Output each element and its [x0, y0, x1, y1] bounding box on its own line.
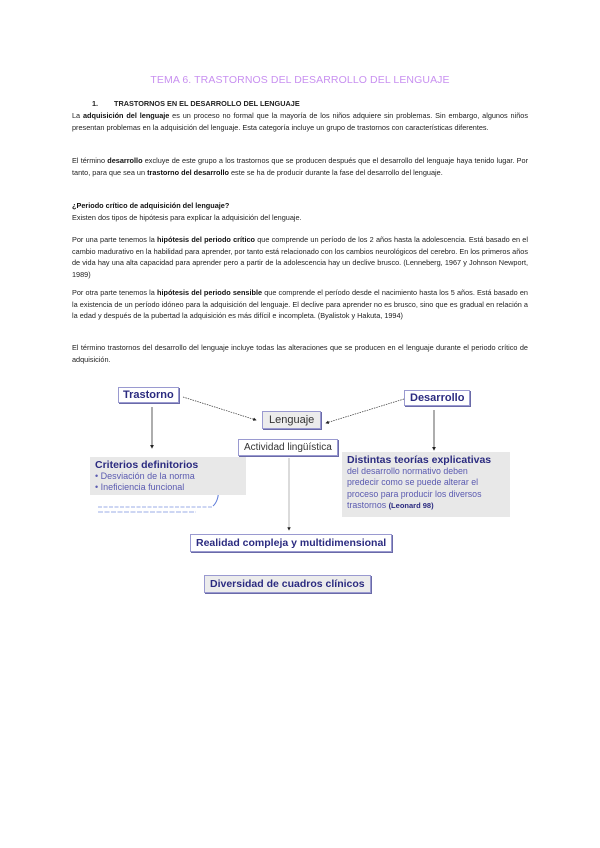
text: que comprende un período de los 2 años hasta la adolescencia. Está basado en el cambio madurativo en la habilidad para aprender, por tanto está relacionado con los cambios neurológicos del cerebro. En los primeros años de vida hay una alta capacidad para aprender pero a partir de la adolescencia hay un declive brusco. (Lenneberg, 1967 y Johnson Newport, 1989) [72, 235, 528, 279]
section-title: TRASTORNOS EN EL DESARROLLO DEL LENGUAJE [114, 99, 300, 108]
bold-term: adquisición del lenguaje [82, 111, 170, 120]
text: El término [72, 156, 108, 165]
text: Por otra parte tenemos la [72, 288, 158, 297]
arrow-desarrollo-lenguaje [326, 399, 404, 423]
bold-term: hipótesis del periodo crítico [157, 235, 255, 244]
teorias-title: Distintas teorías explicativas [347, 454, 492, 466]
paragraph-5: El término trastornos del desarrollo del lenguaje incluye todas las alteraciones que se producen en el lenguaje durante el periodo crítico de adquisición. [72, 343, 528, 364]
text: este se ha de producir durante la fase del desarrollo del lenguaje. [228, 167, 443, 177]
node-realidad: Realidad compleja y multidimensional [190, 534, 392, 552]
page-title: TEMA 6. TRASTORNOS DEL DESARROLLO DEL LENGUAJE [150, 74, 450, 86]
teorias-line: predecir como se puede alterar el [347, 477, 479, 488]
text: que comprende el período desde el nacimiento hasta los 5 años. Está basado en la existencia de un período idóneo para la adquisición del lenguaje. El declive para aprender no es brusco, sino que es gradual en relación a la edad y después de la pubertad la adquisición es más difícil e incompleta. (Byalistok y Hakuta, 1994) [72, 288, 528, 321]
citation: (Leonard 98) [388, 500, 434, 510]
criterios-title: Criterios definitorios [95, 459, 199, 471]
text: es un proceso no formal que la mayoría de los niños adquiere sin problemas. Sin embargo, algunos niños presentan problemas en la adquisición del lenguaje. Esta categoría incluye un grupo de trastornos con características diferentes. [72, 111, 528, 132]
criterios-item: • Ineficiencia funcional [95, 482, 185, 492]
node-lenguaje: Lenguaje [262, 411, 321, 429]
teorias-line: proceso para producir los diversos [347, 488, 482, 499]
text: Por una parte tenemos la [72, 235, 158, 244]
bold-term: trastorno del desarrollo [147, 167, 229, 177]
bold-term: desarrollo [107, 156, 143, 165]
node-actividad: Actividad lingüística [238, 439, 338, 456]
text: La [72, 111, 83, 120]
criterios-item: • Desviación de la norma [95, 471, 195, 481]
section-number: 1. [92, 99, 99, 108]
text: excluye de este grupo a los trastornos que se producen después que el desarrollo del lenguaje haya tenido lugar. Por tanto, para que sea un [72, 156, 528, 177]
node-criterios [90, 457, 246, 495]
arrow-trastorno-lenguaje [183, 397, 256, 420]
text: Existen dos tipos de hipótesis para explicar la adquisición del lenguaje. [72, 212, 302, 222]
node-teorias [342, 452, 510, 517]
handwritten-note [98, 507, 212, 512]
teorias-line: trastornos [347, 499, 389, 510]
teorias-line: del desarrollo normativo deben [347, 466, 468, 476]
node-desarrollo: Desarrollo [404, 390, 470, 406]
node-diversidad: Diversidad de cuadros clínicos [204, 575, 371, 593]
node-trastorno: Trastorno [118, 387, 179, 403]
bold-term: hipótesis del periodo sensible [157, 288, 263, 297]
question-heading: ¿Periodo crítico de adquisición del lenguaje? [72, 201, 230, 210]
